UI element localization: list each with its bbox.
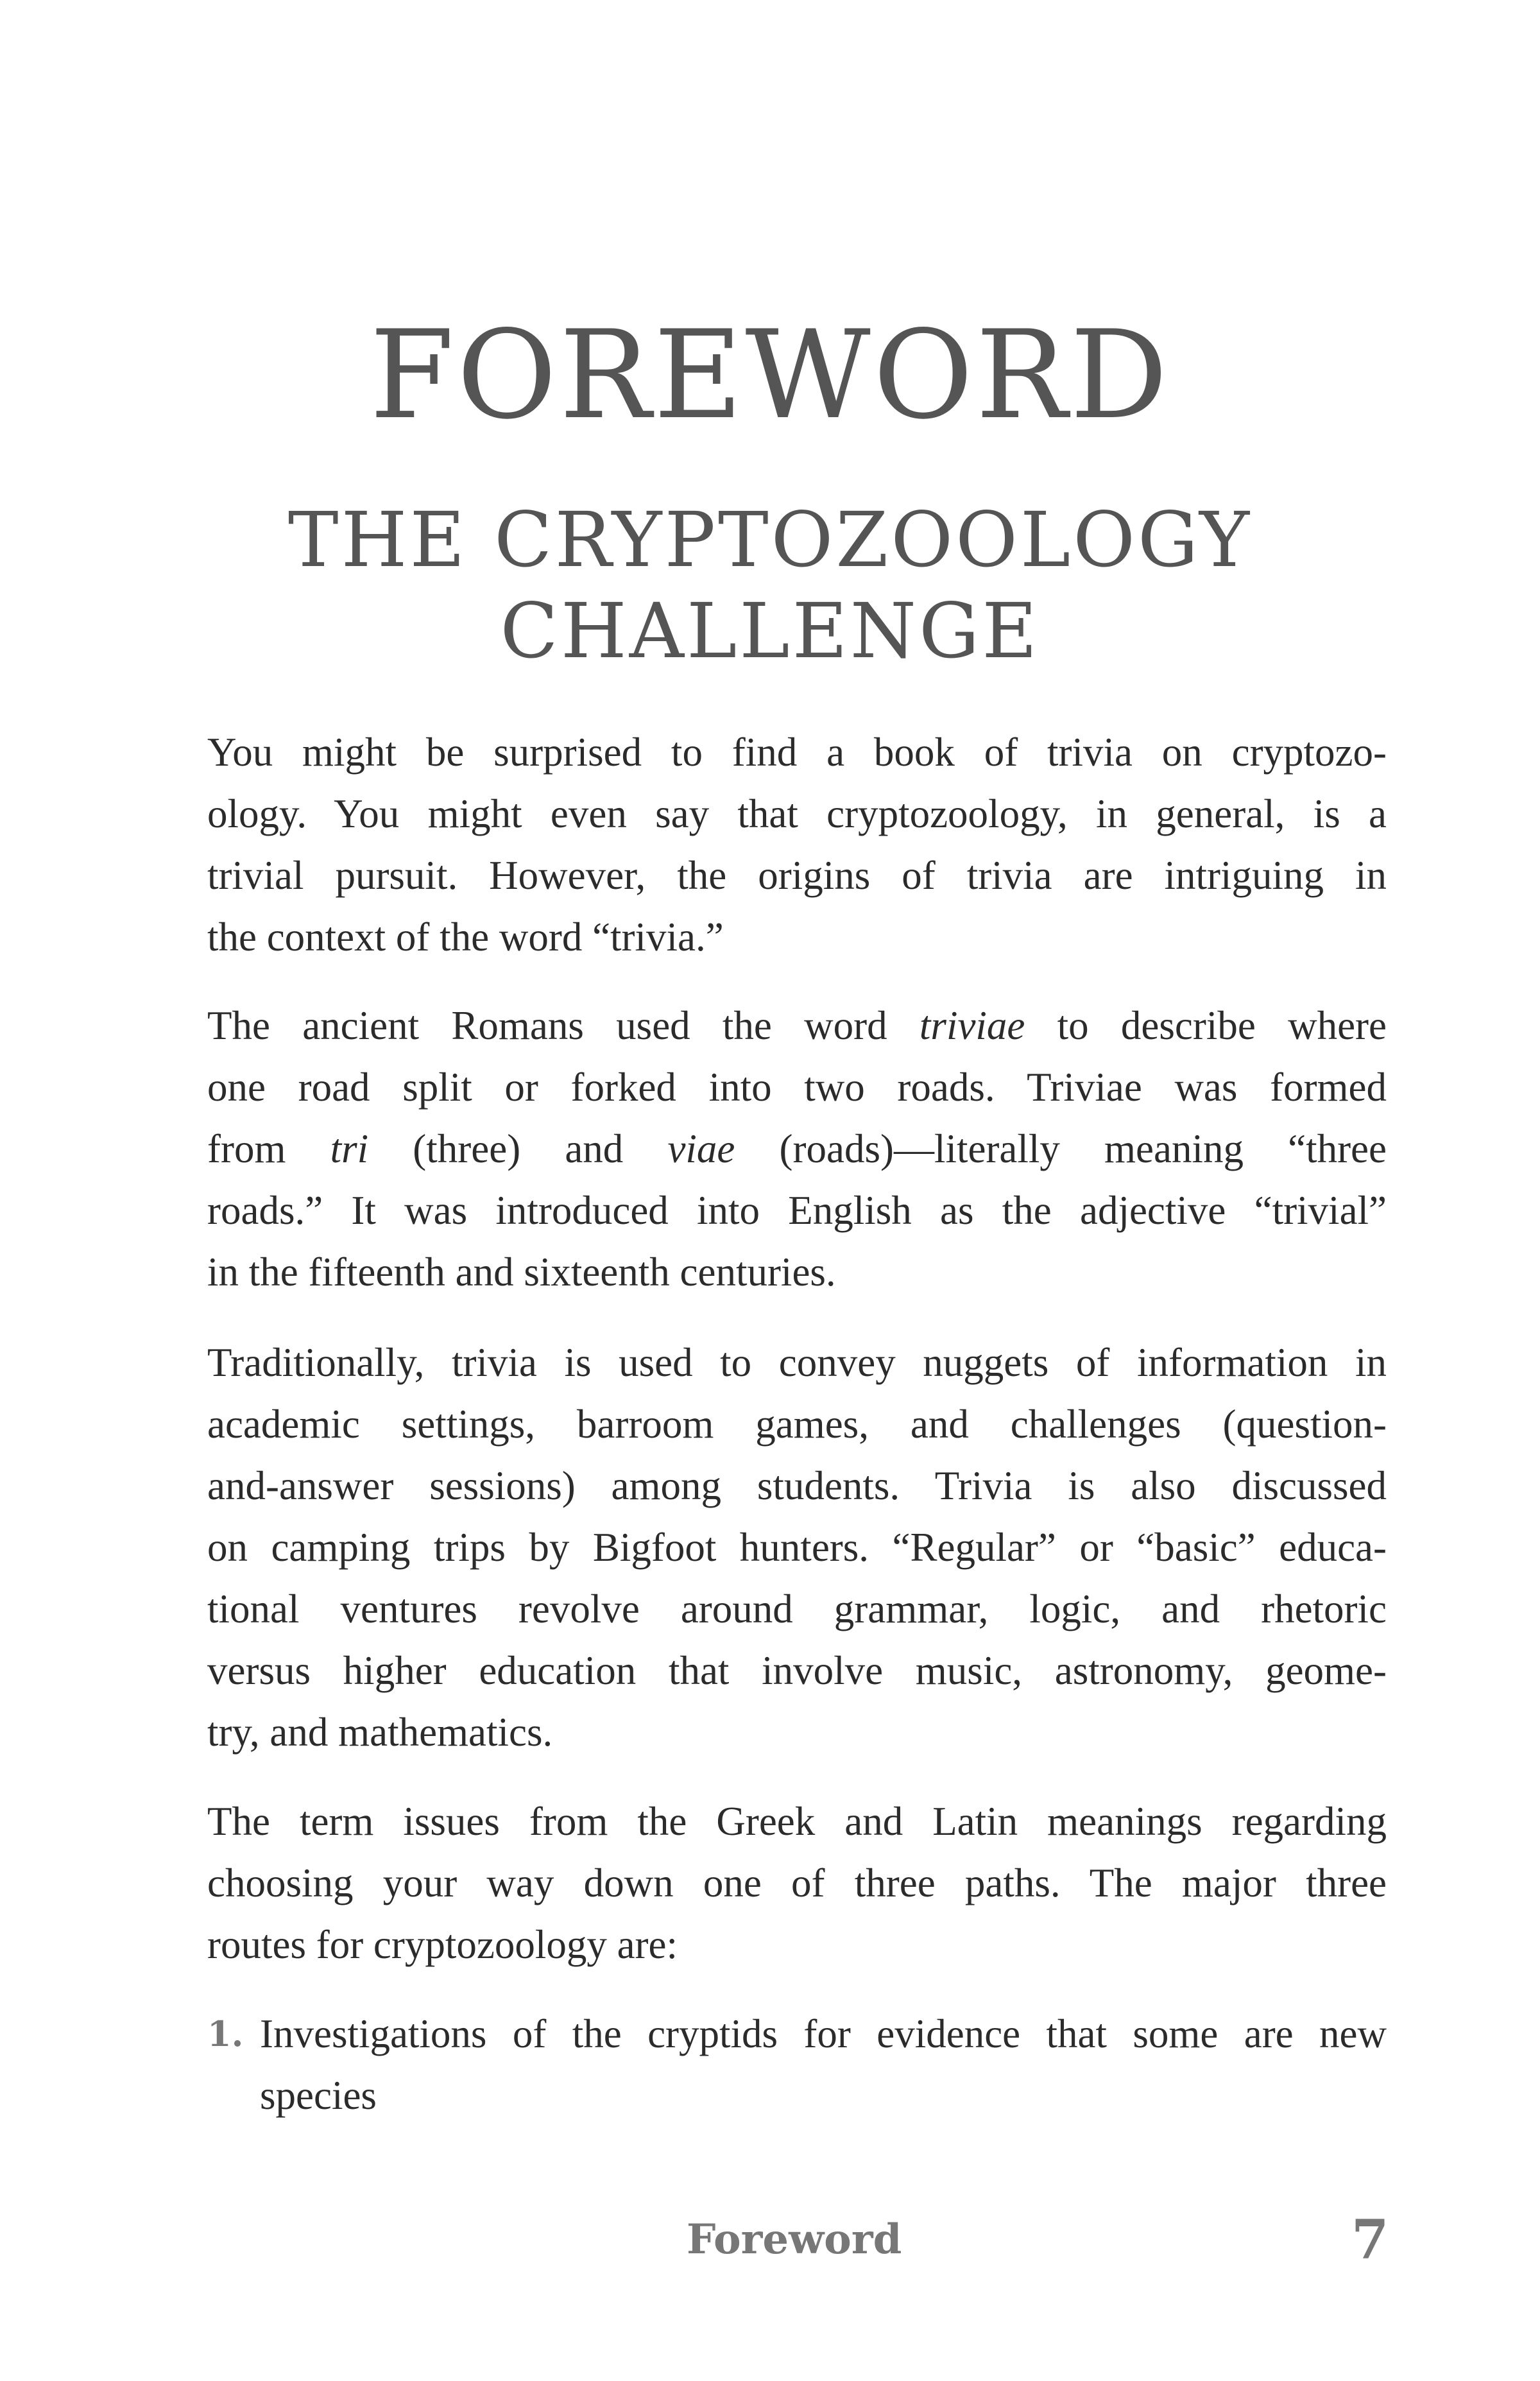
chapter-subtitle [0,494,1540,676]
text-line [207,1517,1387,1578]
page-number: 7 [1351,2208,1389,2271]
text-line [207,1332,1387,1393]
text-line [207,1640,1387,1701]
text-run: (roads)—literally meaning “three [735,1126,1387,1171]
text-line [207,995,1387,1056]
text-run: (three) and [368,1126,668,1171]
chapter-title: FOREWORD [370,304,1170,446]
text-line [207,1241,1387,1303]
text-run: The ancient Romans used the word [207,1003,920,1048]
text-run: ology. You might even say that cryptozoology, in general, is a [207,791,1387,836]
text-run: the context of the word “trivia.” [207,915,724,959]
text-line [207,1180,1387,1241]
running-footer: Foreword [687,2215,902,2264]
text-run: species [260,2073,377,2118]
text-run: in the fifteenth and sixteenth centuries. [207,1250,836,1294]
text-line [207,783,1387,845]
text-line [207,1914,1387,1975]
text-line [207,1056,1387,1118]
subtitle-line: CHALLENGE [500,587,1040,675]
text-run: trivial pursuit. However, the origins of trivia are intriguing in [207,853,1387,898]
text-run: routes for cryptozoology are: [207,1922,678,1967]
text-line [260,2003,1387,2065]
italic-term: viae [667,1126,735,1171]
text-run: try, and mathematics. [207,1710,553,1755]
text-line [207,1791,1387,1852]
text-line [207,1852,1387,1914]
text-run: choosing your way down one of three paths. The major three [207,1861,1387,1905]
text-line [207,1701,1387,1763]
text-run: tional ventures revolve around grammar, logic, and rhetoric [207,1586,1387,1631]
text-run: roads.” It was introduced into English as the adjective “trivial” [207,1188,1387,1233]
text-run: The term issues from the Greek and Latin meanings regarding [207,1799,1387,1844]
italic-term: tri [330,1126,369,1171]
text-line [207,1578,1387,1640]
text-run: one road split or forked into two roads. Triviae was formed [207,1065,1387,1110]
text-run: from [207,1126,330,1171]
text-line [207,721,1387,783]
paragraph [207,1791,1387,1975]
text-line [207,845,1387,906]
text-line [207,1118,1387,1180]
text-run: to describe where [1025,1003,1387,1048]
text-line [207,906,1387,968]
subtitle-line: THE CRYPTOZOOLOGY [287,495,1253,584]
paragraph [207,995,1387,1303]
paragraph [207,1332,1387,1763]
text-run: Traditionally, trivia is used to convey nuggets of information in [207,1340,1387,1385]
text-line [207,1393,1387,1455]
text-run: on camping trips by Bigfoot hunters. “Regular” or “basic” educa- [207,1525,1387,1570]
text-line [260,2065,1387,2126]
text-run: versus higher education that involve music, astronomy, geome- [207,1648,1387,1693]
list-item-text [260,2003,1387,2126]
text-run: academic settings, barroom games, and challenges (question- [207,1402,1387,1447]
list-number: 1. [207,2013,244,2054]
italic-term: triviae [919,1003,1025,1048]
text-run: and-answer sessions) among students. Trivia is also discussed [207,1463,1387,1508]
text-line [207,1455,1387,1517]
text-run: You might be surprised to find a book of trivia on cryptozo- [207,730,1387,775]
text-run: Investigations of the cryptids for evidence that some are new [260,2011,1387,2056]
paragraph [207,721,1387,968]
